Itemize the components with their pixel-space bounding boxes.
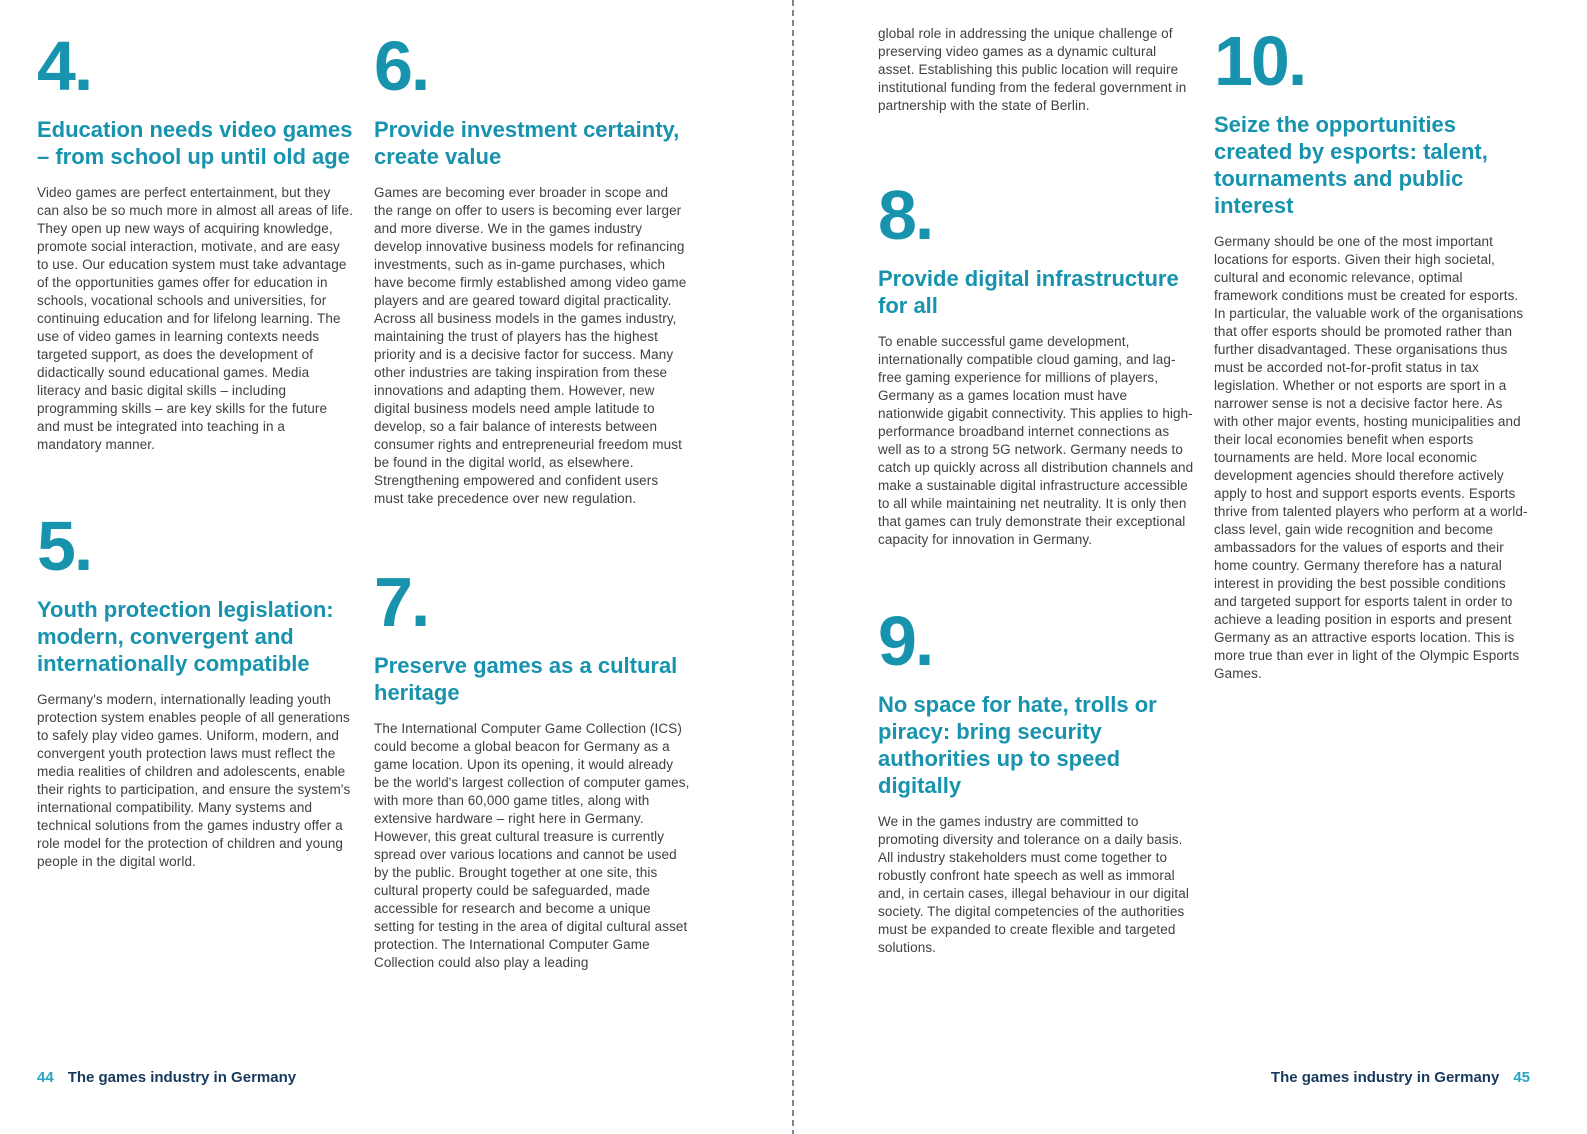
section-6-number: 6.	[374, 27, 429, 105]
section-10	[1214, 22, 1530, 683]
section-4	[37, 27, 353, 454]
section-7-body: The International Computer Game Collection (ICS) could become a global beacon for Germany as a game location. Upon its opening, it would already be the world's largest collection of computer games, with more than 60,000 game titles, along with extensive hardware – right here in Germany. However, this great cultural treasure is currently spread over various locations and cannot be used by the public. Brought together at one site, this cultural property could be safeguarded, made accessible for research and become a unique setting for testing in the area of digital cultural asset protection. The International Computer Game Collection could also play a leading	[374, 721, 690, 970]
section-9-number: 9.	[878, 602, 933, 680]
left-page-number: 44	[37, 1069, 54, 1086]
section-4-title: Education needs video games – from school up until old age	[37, 117, 353, 169]
section-5-title: Youth protection legislation: modern, convergent and internationally compatible	[37, 597, 334, 676]
section-9-title: No space for hate, trolls or piracy: bring security authorities up to speed digitally	[878, 692, 1157, 798]
right-page-footer	[1271, 1068, 1530, 1088]
section-9-body: We in the games industry are committed to promoting diversity and tolerance on a daily basis. All industry stakeholders must come together to robustly confront hate speech as well as immoral and, in certain cases, illegal behaviour in our digital society. The digital competencies of the authorities must be expanded to create flexible and targeted solutions.	[878, 814, 1189, 955]
section-10-body: Germany should be one of the most important locations for esports. Given their high societal, cultural and economic relevance, optimal framework conditions must be created for esports. In particular, the valuable work of the organisations that offer esports should be promoted rather than further disadvantaged. These organisations thus must be accorded not-for-profit status in tax legislation. Whether or not esports are sport in a narrower sense is not a decisive factor here. As with other major events, hosting municipalities and their local economies benefit when esports tournaments are held. More local economic development agencies should therefore actively apply to host and support esports events. Esports thrive from talented players who perform at a world-class level, gain wide recognition and become ambassadors for the values of esports and their home country. Germany therefore has a natural interest in providing the best possible conditions and targeted support for esports talent in order to achieve a leading position in esports and present Germany as an attractive esports location. This is more true than ever in light of the Olympic Esports Games.	[1214, 234, 1528, 681]
section-8	[878, 176, 1194, 549]
section-7-continuation-text: global role in addressing the unique challenge of preserving video games as a dynamic cultural asset. Establishing this public location will require institutional funding from the federal government in partnership with the state of Berlin.	[878, 26, 1187, 113]
left-page-column-2	[374, 27, 690, 972]
left-page-footer	[37, 1068, 296, 1088]
section-7-title: Preserve games as a cultural heritage	[374, 653, 678, 705]
section-8-title: Provide digital infrastructure for all	[878, 266, 1179, 318]
right-page-number: 45	[1513, 1069, 1530, 1086]
section-4-body: Video games are perfect entertainment, but they can also be so much more in almost all areas of life. They open up new ways of acquiring knowledge, promote social interaction, motivate, and are easy to use. Our education system must take advantage of the opportunities games offer for education in schools, vocational schools and universities, for continuing education and for lifelong learning. The use of video games in learning contexts needs targeted support, as does the development of didactically sound educational games. Media literacy and basic digital skills – including programming skills – are key skills for the future and must be integrated into teaching in a mandatory manner.	[37, 185, 353, 452]
section-9	[878, 602, 1194, 957]
section-10-number: 10.	[1214, 22, 1306, 100]
section-6-title: Provide investment certainty, create value	[374, 117, 680, 169]
section-6	[374, 27, 690, 508]
section-5-number: 5.	[37, 507, 92, 585]
left-footer-title: The games industry in Germany	[67, 1069, 297, 1086]
section-8-number: 8.	[878, 176, 933, 254]
right-footer-title: The games industry in Germany	[1270, 1069, 1500, 1086]
section-7-number: 7.	[374, 563, 429, 641]
section-5-body: Germany's modern, internationally leading youth protection system enables people of all generations to safely play video games. Uniform, modern, and convergent youth protection laws must reflect the media realities of children and adolescents, enable their rights to participation, and ensure the system's international compatibility. Many systems and technical solutions from the games industry offer a role model for the protection of children and young people in the digital world.	[37, 692, 351, 869]
right-page-column-2	[1214, 22, 1530, 683]
section-4-number: 4.	[37, 27, 92, 105]
left-page-column-1	[37, 27, 353, 871]
section-5	[37, 507, 353, 871]
section-10-title: Seize the opportunities created by esports: talent, tournaments and public interest	[1214, 112, 1488, 218]
section-8-body: To enable successful game development, internationally compatible cloud gaming, and lag-free gaming experience for millions of players, Germany as a games location must have nationwide gigabit connectivity. This applies to high-performance broadband internet connections as well as to a strong 5G network. Germany needs to catch up quickly across all distribution channels and make a sustainable digital infrastructure accessible to all while maintaining net neutrality. It is only then that games can truly demonstrate their exceptional capacity for innovation in Germany.	[878, 334, 1194, 547]
section-6-body: Games are becoming ever broader in scope and the range on offer to users is becoming ever larger and more diverse. We in the games industry develop innovative business models for refinancing investments, such as in-game purchases, which have become firmly established among video game players and are geared toward digital practicality. Across all business models in the games industry, maintaining the trust of players has the highest priority and is a decisive factor for success. Many other industries are taking inspiration from these innovations and adapting them. However, new digital business models need ample latitude to develop, so a fair balance of interests between consumer rights and entrepreneurial freedom must be found in the digital world, as elsewhere. Strengthening empowered and confident users must take precedence over new regulation.	[374, 185, 687, 506]
right-page-column-1	[878, 25, 1194, 957]
section-7	[374, 563, 690, 972]
page-divider-dashed-line	[792, 0, 794, 1134]
